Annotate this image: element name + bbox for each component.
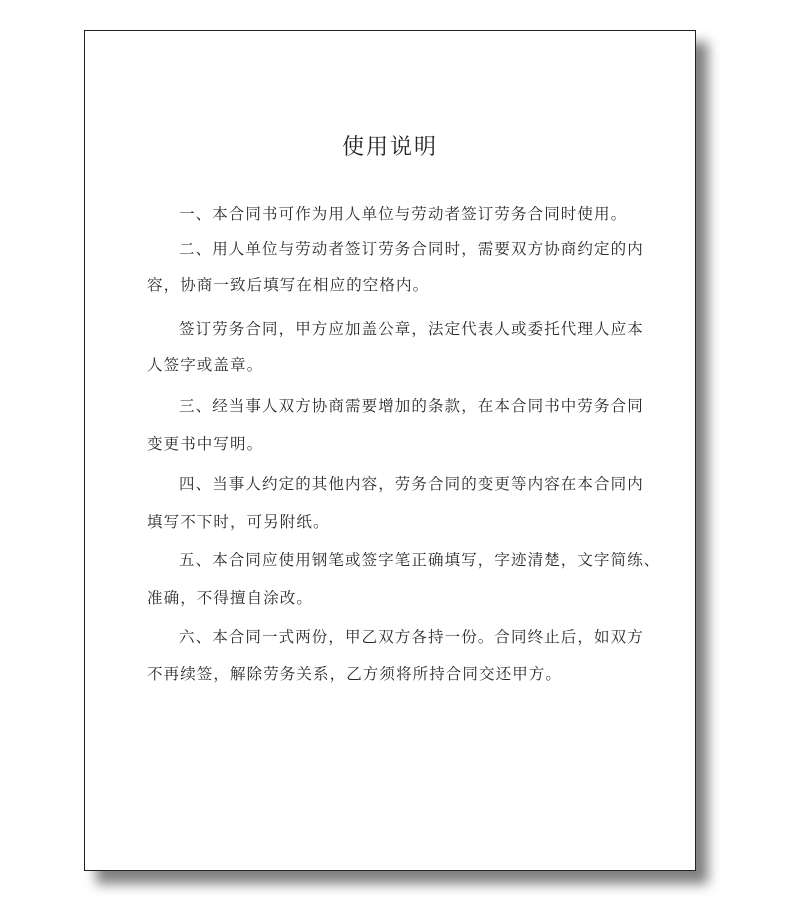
paragraph-line: 变更书中写明。	[147, 435, 264, 453]
paragraph-line: 准确，不得擅自涂改。	[147, 589, 314, 607]
paragraph-line: 人签字或盖章。	[147, 356, 264, 374]
paragraph-line: 六、本合同一式两份，甲乙双方各持一份。合同终止后，如双方	[179, 628, 644, 646]
paragraph-line: 二、用人单位与劳动者签订劳务合同时，需要双方协商约定的内	[179, 240, 644, 258]
paragraph-line: 三、经当事人双方协商需要增加的条款，在本合同书中劳务合同	[179, 397, 644, 415]
paragraph-line: 签订劳务合同，甲方应加盖公章，法定代表人或委托代理人应本	[179, 320, 644, 338]
paragraph-line: 容，协商一致后填写在相应的空格内。	[147, 276, 430, 294]
paragraph-line: 四、当事人约定的其他内容，劳务合同的变更等内容在本合同内	[179, 475, 644, 493]
paragraph-line: 填写不下时，可另附纸。	[147, 513, 330, 531]
paragraph-line: 一、本合同书可作为用人单位与劳动者签订劳务合同时使用。	[179, 205, 628, 223]
document-title: 使用说明	[341, 135, 438, 160]
paragraph-line: 不再续签，解除劳务关系，乙方须将所持合同交还甲方。	[147, 665, 563, 683]
document-page	[84, 30, 696, 871]
paragraph-line: 五、本合同应使用钢笔或签字笔正确填写，字迹清楚，文字简练、	[179, 551, 661, 569]
